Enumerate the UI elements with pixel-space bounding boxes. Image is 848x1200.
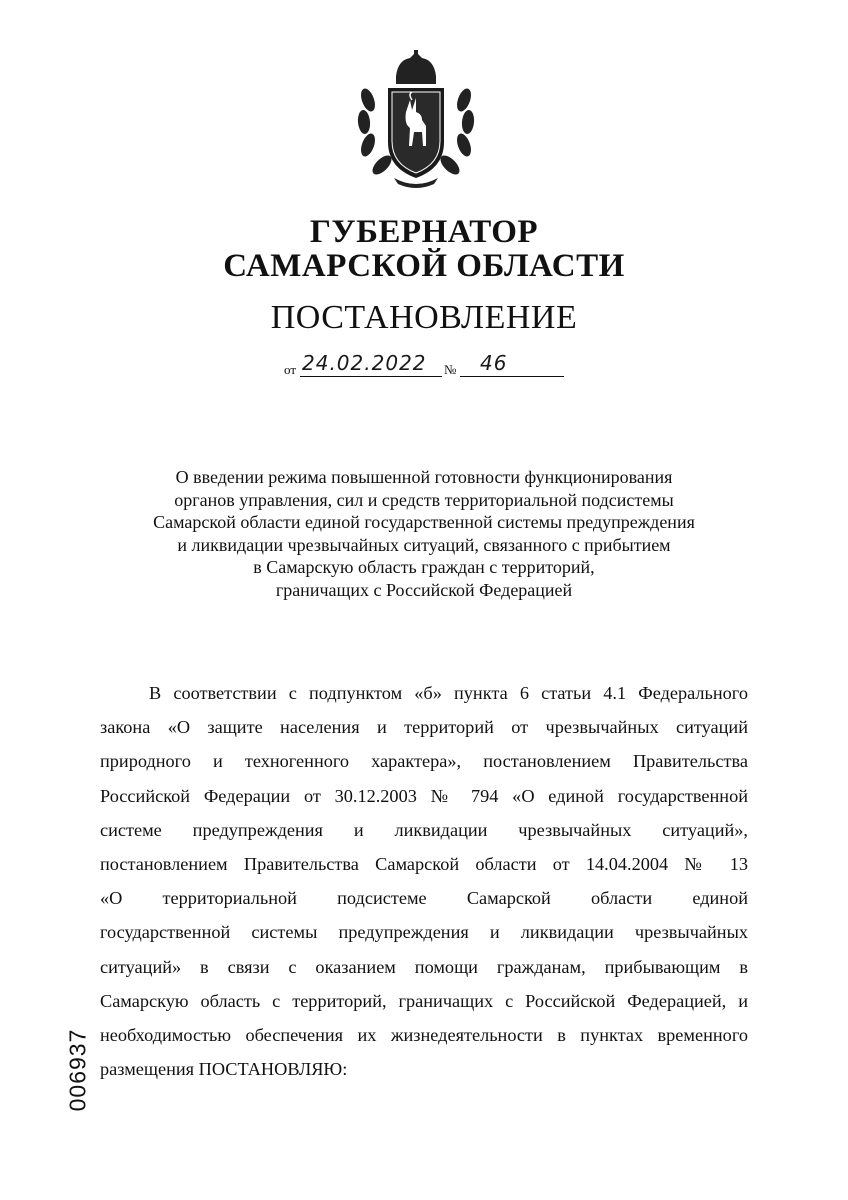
document-subject [100,466,748,601]
date-underline [300,376,442,377]
document-date: 24.02.2022 [302,351,427,375]
date-prefix: от [284,362,297,377]
subject-line: О введении режима повышенной готовности функционирования [175,467,673,487]
body-line: ситуаций» в связи с оказанием помощи гражданам, прибывающим в [100,956,748,977]
date-number-line [284,351,574,378]
body-line: Самарскую область с территорий, граничащих с Российской Федерацией, и [100,990,748,1011]
document-body [100,676,748,1086]
subject-line: и ликвидации чрезвычайных ситуаций, связанного с прибытием [177,534,671,555]
samara-coat-of-arms-icon [354,50,478,190]
body-line: Российской Федерации от 30.12.2003 № 794 «О единой государственной [100,785,748,806]
document-number: 46 [480,351,508,375]
number-underline [460,376,564,377]
subject-line: Самарской области единой государственной системы предупреждения [153,512,695,532]
body-line: государственной системы предупреждения и ликвидации чрезвычайных [100,922,748,943]
body-line: системе предупреждения и ликвидации чрезвычайных ситуаций», [100,819,748,840]
side-serial-stamp [38,1020,118,1120]
number-prefix: № [444,362,457,377]
subject-line: органов управления, сил и средств территориальной подсистемы [174,489,674,510]
body-line: природного и техногенного характера», постановлением Правительства [100,751,748,772]
issuer-title: ГУБЕРНАТОР [309,214,539,250]
body-line: размещения ПОСТАНОВЛЯЮ: [100,1059,348,1080]
issuer-region: САМАРСКОЙ ОБЛАСТИ [223,248,625,284]
subject-line: граничащих с Российской Федерацией [275,579,573,600]
body-line: необходимостью обеспечения их жизнедеятельности в пунктах временного [100,1024,748,1045]
subject-line: в Самарскую область граждан с территорий, [253,557,595,577]
body-line: постановлением Правительства Самарской области от 14.04.2004 № 13 [100,853,748,874]
body-line: «О территориальной подсистеме Самарской области единой [100,888,748,909]
document-type: ПОСТАНОВЛЕНИЕ [270,299,578,336]
body-line: В соответствии с подпунктом «б» пункта 6 статьи 4.1 Федерального [149,683,748,703]
body-line: закона «О защите населения и территорий от чрезвычайных ситуаций [100,717,748,738]
serial-number: 006937 [64,1028,91,1112]
